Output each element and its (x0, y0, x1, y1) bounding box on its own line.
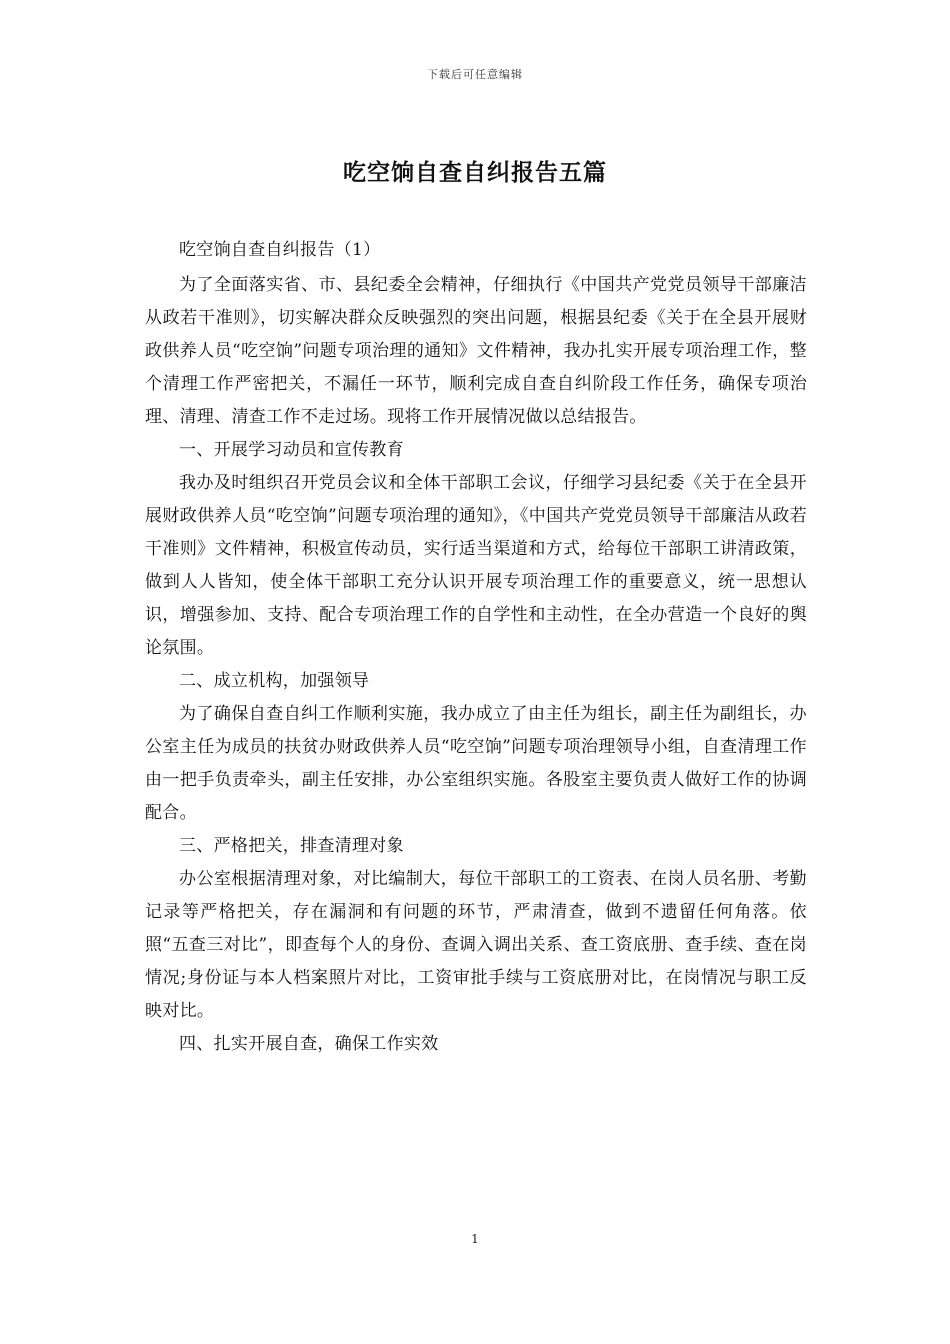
page-number: 1 (471, 1232, 479, 1246)
section-heading-3: 三、严格把关，排查清理对象 (179, 836, 404, 856)
header-note: 下载后可任意编辑 (427, 68, 523, 81)
document-body (145, 234, 807, 1061)
section-paragraph-3: 办公室根据清理对象，对比编制大，每位干部职工的工资表、在岗人员名册、考勤记录等严格把关，存在漏洞和有问题的环节，严肃清查，做到不遗留任何角落。依照“五查三对比”，即查每个人的身份、查调入调出关系、查工资底册、查手续、查在岗情况;身份证与本人档案照片对比，工资审批手续与工资底册对比，在岗情况与职工反映对比。 (145, 869, 807, 1021)
section-paragraph-1: 我办及时组织召开党员会议和全体干部职工会议，仔细学习县纪委《关于在全县开展财政供养人员“吃空饷”问题专项治理的通知》，《中国共产党党员领导干部廉洁从政若干准则》文件精神，积极宣传动员，实行适当渠道和方式，给每位干部职工讲清政策，做到人人皆知，使全体干部职工充分认识开展专项治理工作的重要意义，统一思想认识，增强参加、支持、配合专项治理工作的自学性和主动性，在全办营造一个良好的舆论氛围。 (145, 473, 807, 658)
section-heading-2: 二、成立机构，加强领导 (179, 671, 370, 691)
intro-paragraph: 为了全面落实省、市、县纪委全会精神，仔细执行《中国共产党党员领导干部廉洁从政若干准则》，切实解决群众反映强烈的突出问题，根据县纪委《关于在全县开展财政供养人员“吃空饷”问题专项治理的通知》文件精神，我办扎实开展专项治理工作，整个清理工作严密把关，不漏任一环节，顺利完成自查自纠阶段工作任务，确保专项治理、清理、清查工作不走过场。现将工作开展情况做以总结报告。 (145, 275, 807, 427)
section-heading-4: 四、扎实开展自查，确保工作实效 (179, 1034, 439, 1054)
section-heading-1: 一、开展学习动员和宣传教育 (179, 440, 404, 460)
document-title: 吃空饷自查自纠报告五篇 (343, 159, 607, 186)
section-paragraph-2: 为了确保自查自纠工作顺利实施，我办成立了由主任为组长，副主任为副组长，办公室主任为成员的扶贫办财政供养人员“吃空饷”问题专项治理领导小组，自查清理工作由一把手负责牵头，副主任安排，办公室组织实施。各股室主要负责人做好工作的协调配合。 (145, 704, 807, 823)
report-subtitle: 吃空饷自查自纠报告（1） (179, 240, 381, 260)
